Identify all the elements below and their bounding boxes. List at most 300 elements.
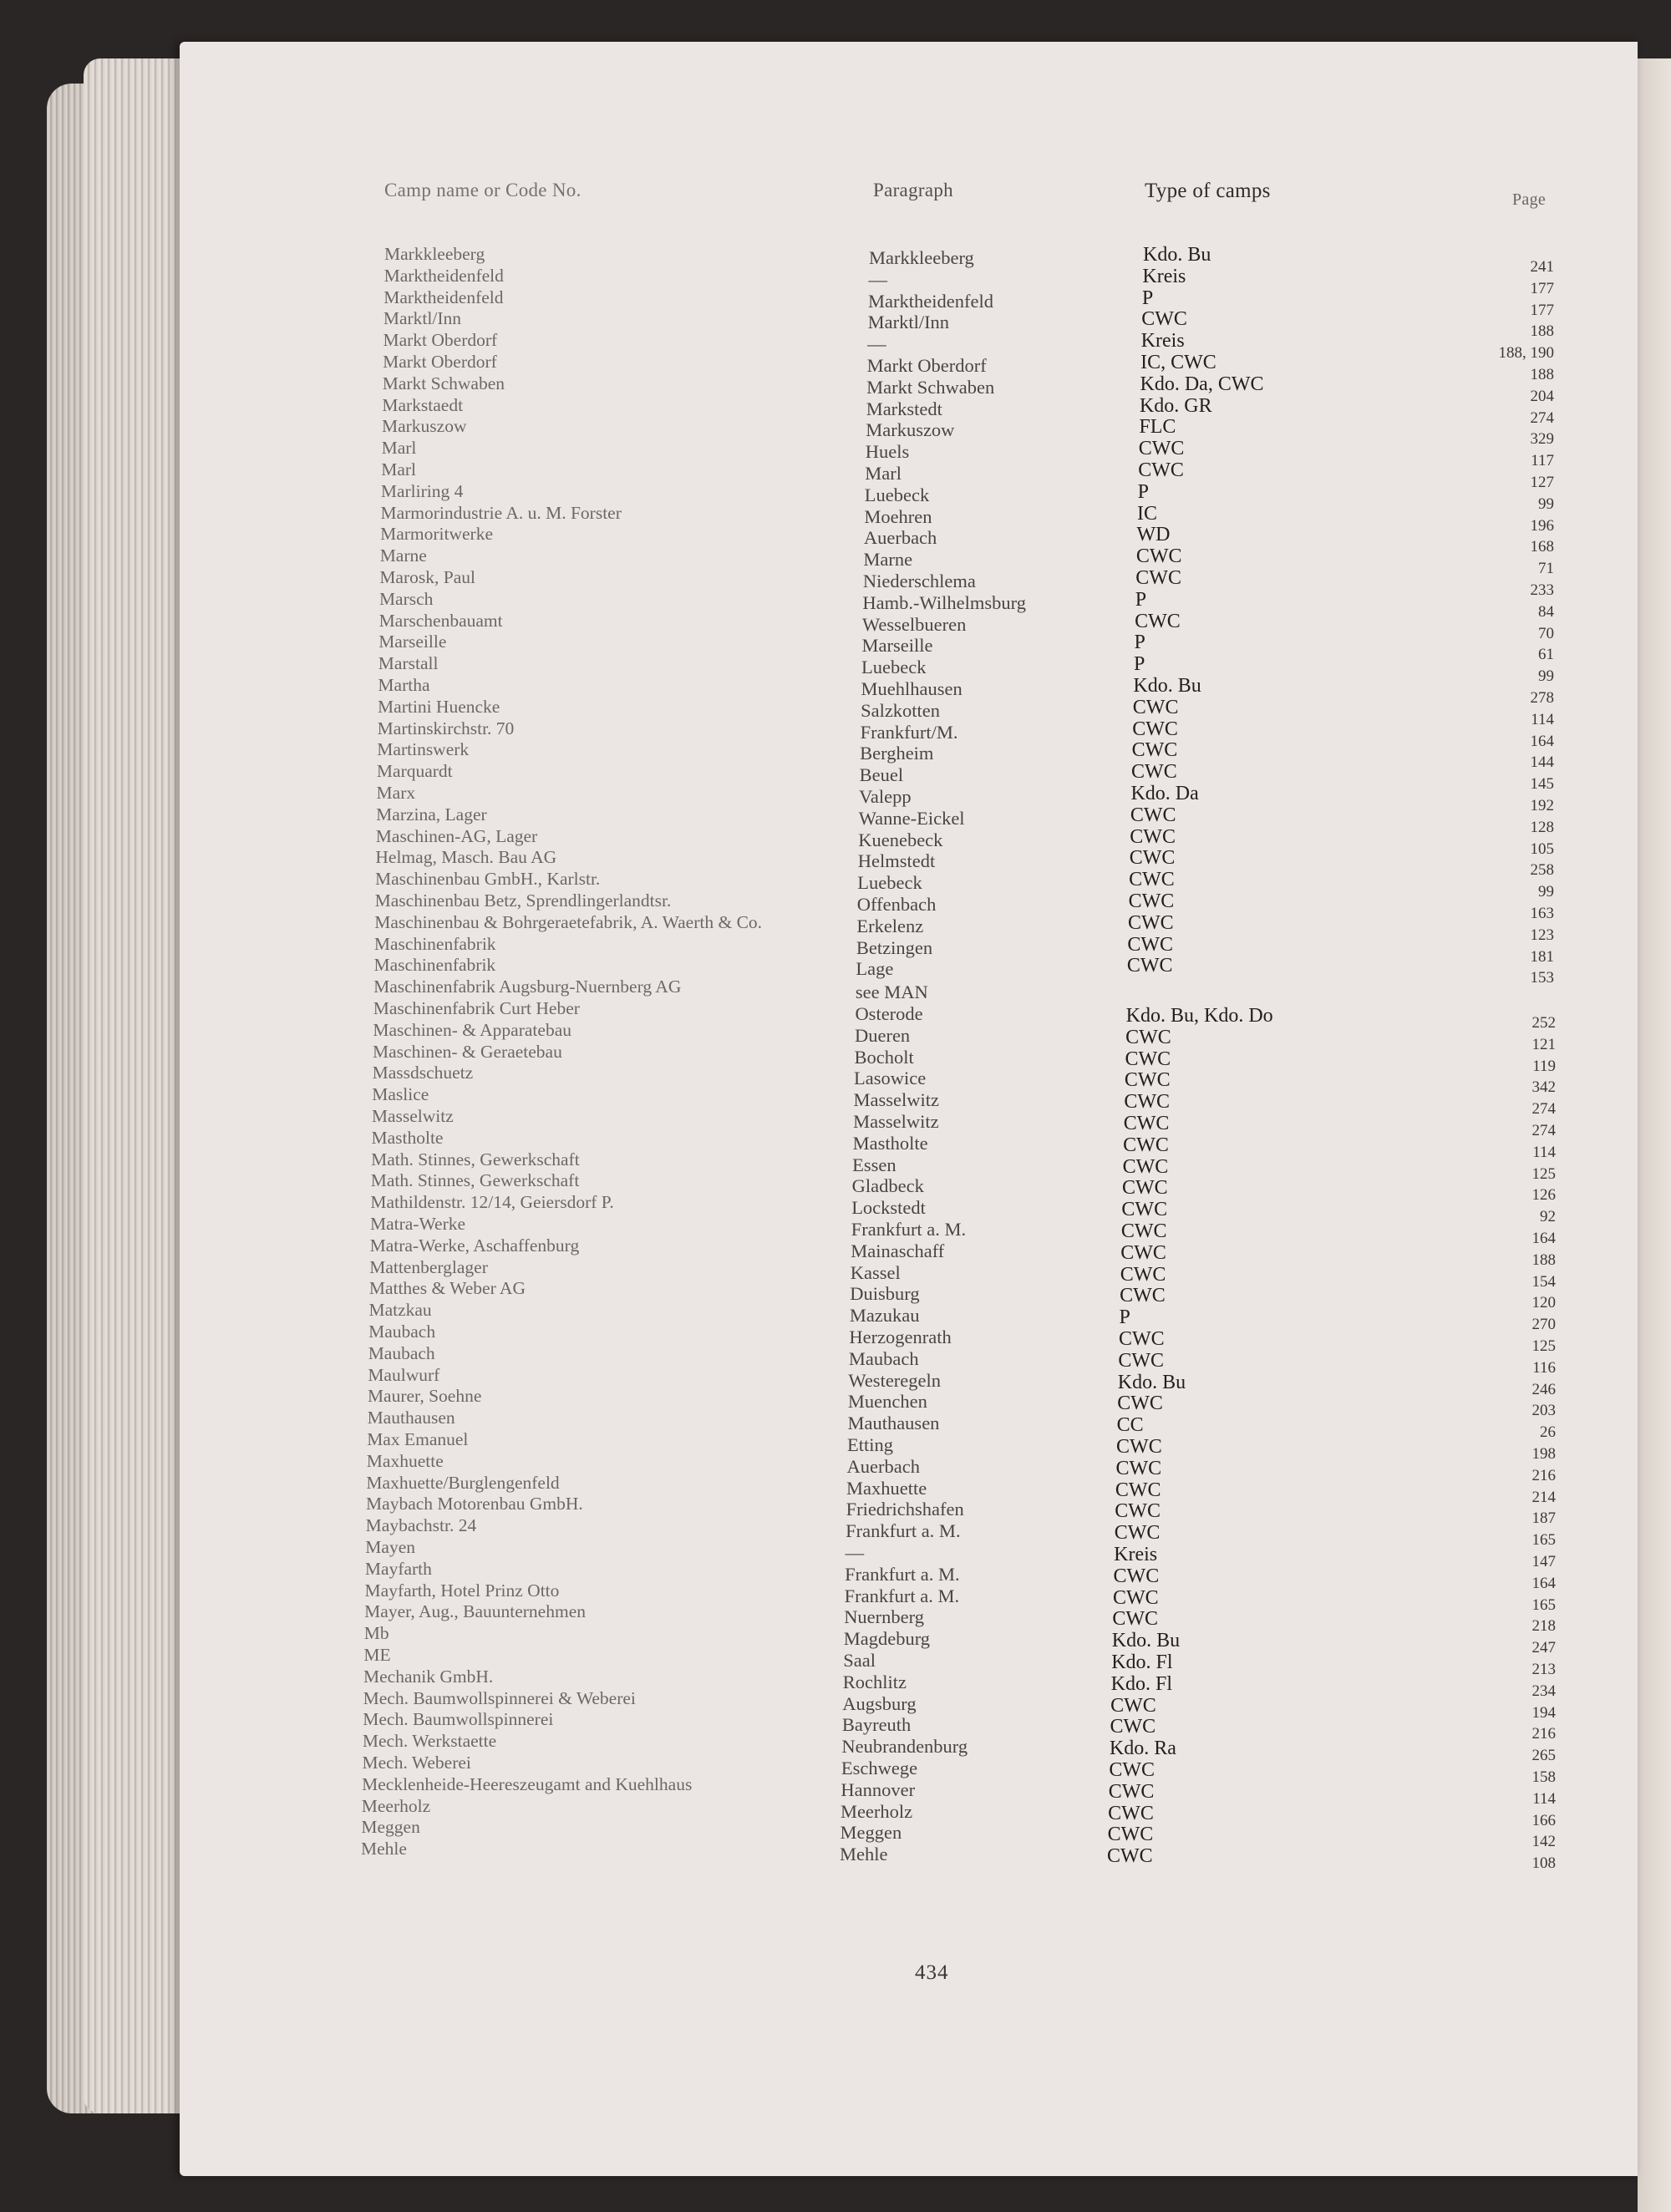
paragraph-name: Hannover [841,1778,916,1800]
page-reference: 164 [1531,1230,1556,1247]
camp-name: Markt Oberdorf [383,352,497,372]
camp-name: Mech. Baumwollspinnerei [363,1709,554,1730]
paragraph-name: Beuel [859,764,904,786]
camp-type: CWC [1107,1845,1153,1868]
paragraph-name: Duisburg [850,1283,920,1305]
camp-name: Maschinenbau GmbH., Karlstr. [375,869,601,890]
page-reference: 181 [1530,947,1554,966]
paragraph-name: Gladbeck [851,1175,924,1197]
camp-name: Mastholte [371,1127,444,1148]
camp-name: Math. Stinnes, Gewerkschaft [371,1149,580,1169]
page-reference: 177 [1530,279,1554,297]
camp-name: Marzina, Lager [376,804,487,824]
paragraph-name: Auerbach [863,527,937,549]
page-reference: 342 [1531,1078,1556,1097]
camp-type: CWC [1118,1328,1165,1350]
camp-name: Maybach Motorenbau GmbH. [366,1494,583,1514]
camp-name: Maxhuette/Burglengenfeld [366,1472,560,1493]
camp-name: Mayer, Aug., Bauunternehmen [364,1601,586,1622]
column-header-paragraph: Paragraph [873,180,953,200]
camp-name: Marseille [378,632,447,652]
camp-type: CWC [1113,1565,1160,1587]
camp-name: Matzkau [368,1300,432,1321]
paragraph-name: Salzkotten [861,699,941,721]
camp-name: Marosk, Paul [379,567,475,587]
camp-type: CWC [1124,1091,1170,1114]
camp-type: P [1137,480,1149,503]
page-reference: 188 [1530,322,1554,341]
paragraph-name: Erkelenz [856,915,924,936]
camp-name: Marsch [378,588,434,609]
camp-name: Matra-Werke, Aschaffenburg [369,1235,580,1256]
camp-type: P [1135,588,1147,611]
page-reference: 84 [1538,602,1554,621]
page-reference: 187 [1531,1509,1556,1528]
page-reference: 188, 190 [1498,344,1554,363]
page-reference: 128 [1530,818,1554,836]
paragraph-name: Marne [863,549,913,571]
page-reference: 123 [1530,926,1554,944]
camp-name: Masselwitz [371,1106,454,1126]
camp-name: ME [363,1645,391,1665]
camp-name: Marl [381,459,416,479]
paragraph-name: Bayreuth [841,1714,912,1736]
camp-type: CWC [1112,1586,1159,1609]
paragraph-name: Frankfurt a. M. [846,1520,961,1542]
camp-name: Matra-Werke [369,1214,466,1234]
page-reference: 114 [1531,710,1554,728]
paragraph-name: Auerbach [846,1455,920,1477]
page-reference: 270 [1531,1316,1556,1334]
paragraph-name: Frankfurt a. M. [844,1585,960,1606]
camp-type: CWC [1120,1241,1166,1264]
paragraph-name: Lage [856,958,894,980]
camp-type: Kreis [1114,1544,1158,1565]
page-reference: 168 [1530,538,1554,556]
camp-name: Markt Schwaben [382,373,505,393]
page-reference: 145 [1530,775,1554,794]
paragraph-name: — [867,333,886,355]
camp-type: CWC [1108,1802,1154,1824]
page-reference: 125 [1531,1337,1556,1355]
camp-name: Meggen [361,1817,420,1838]
page-reference: 234 [1531,1682,1556,1700]
camp-name: Mayen [365,1537,415,1557]
page-reference: 114 [1532,1143,1556,1161]
paragraph-name: Luebeck [861,657,927,678]
page-reference: 142 [1531,1833,1556,1851]
camp-type: CWC [1126,955,1173,977]
camp-name: Mecklenheide-Heereszeugamt and Kuehlhaus [362,1773,693,1794]
page-reference: 177 [1530,301,1554,319]
paragraph-name: Meerholz [840,1800,913,1822]
camp-type: CWC [1115,1457,1162,1479]
paragraph-name: Valepp [859,786,912,807]
paragraph-name: Nuernberg [844,1606,924,1628]
camp-name: Maulwurf [368,1364,440,1385]
camp-type: Kdo. Bu [1133,675,1201,697]
paragraph-name: Markt Oberdorf [866,355,987,376]
paragraph-name: Helmstedt [857,850,936,872]
camp-name: Mech. Werkstaette [362,1731,497,1752]
camp-name: Mehle [361,1839,407,1859]
paragraph-name: Wanne-Eickel [858,807,965,829]
camp-name: Markstaedt [382,394,464,415]
page-reference: 196 [1530,516,1554,535]
paragraph-name: Muehlhausen [861,678,962,699]
camp-name: Mech. Weberei [362,1753,471,1773]
page-reference: 203 [1531,1402,1556,1420]
paragraph-name: Mazukau [849,1305,920,1327]
camp-name: Helmag, Masch. Bau AG [375,847,557,868]
paragraph-name: Marl [865,463,902,484]
camp-type: CWC [1128,890,1175,912]
camp-type: CWC [1122,1177,1168,1200]
page-reference: 108 [1531,1854,1556,1873]
paragraph-name: Masselwitz [853,1111,939,1132]
camp-name: Maubach [368,1322,436,1342]
camp-name: Marl [381,438,417,459]
page-reference: 158 [1531,1768,1556,1786]
camp-name: Marktheidenfeld [383,287,504,307]
paragraph-name: Marktl/Inn [867,312,950,333]
camp-type: Kreis [1142,265,1186,287]
camp-name: Marliring 4 [380,480,464,501]
camp-type: P [1133,653,1145,676]
paragraph-name: Maubach [848,1347,919,1369]
camp-name: Mayfarth, Hotel Prinz Otto [364,1580,560,1601]
page-reference: 26 [1540,1423,1556,1442]
page-reference: 216 [1531,1466,1556,1484]
paragraph-name: Markstedt [866,398,942,419]
camp-name: Mauthausen [367,1408,455,1428]
paragraph-name: Huels [865,441,910,463]
camp-name: Marne [379,545,427,566]
camp-name: Markkleeberg [384,244,485,264]
paragraph-name: see MAN [855,982,928,1003]
page-reference: 163 [1530,905,1554,922]
page-reference: 92 [1540,1208,1556,1226]
paragraph-name: Betzingen [856,936,933,958]
camp-name: Marx [376,783,416,803]
page-reference: 198 [1531,1445,1556,1463]
page-reference: 246 [1531,1380,1556,1398]
page-reference: 61 [1538,646,1554,664]
paragraph-name: — [845,1542,865,1563]
page-reference: 278 [1530,689,1554,707]
camp-name: Maubach [368,1342,435,1363]
camp-type: Kdo. Bu [1111,1630,1181,1652]
page-reference: 274 [1531,1122,1556,1139]
page-reference: 154 [1531,1272,1556,1291]
paragraph-name: Eschwege [841,1758,918,1778]
page-reference: 105 [1530,840,1554,858]
camp-name: Maschinen- & Geraetebau [373,1041,562,1062]
camp-name: Max Emanuel [367,1429,469,1449]
camp-type: CWC [1127,933,1174,956]
camp-type: IC, CWC [1140,352,1216,373]
camp-name: Marmoritwerke [380,524,493,545]
camp-type: CWC [1130,804,1176,826]
paragraph-name: Osterode [855,1003,923,1024]
paragraph-name: Moehren [864,505,932,527]
camp-name: Maschinenfabrik [373,955,496,976]
page-reference: 258 [1530,861,1554,880]
camp-type: CWC [1109,1759,1155,1781]
camp-name: Maschinen-AG, Lager [375,825,538,846]
paragraph-name: — [868,268,888,290]
camp-type: Kdo. Bu [1117,1371,1186,1393]
paragraph-name: Frankfurt/M. [860,721,958,743]
camp-type: Kdo. Da, CWC [1140,373,1264,395]
camp-name: Maschinenfabrik Augsburg-Nuernberg AG [373,977,682,997]
page-reference: 274 [1530,408,1554,427]
paragraph-name: Hamb.-Wilhelmsburg [862,591,1026,613]
paragraph-name: Augsburg [842,1692,917,1714]
camp-type: CWC [1132,718,1178,740]
camp-name: Maslice [372,1084,429,1105]
camp-name: Marstall [378,653,439,674]
camp-type: CWC [1132,696,1179,718]
paragraph-name: Masselwitz [853,1089,940,1111]
paragraph-name: Wesselbueren [861,613,967,635]
paragraph-name: Lasowice [854,1068,927,1089]
camp-type: CWC [1115,1500,1161,1523]
page-reference: 188 [1530,366,1554,383]
paragraph-name: Westeregeln [848,1369,942,1391]
camp-type: CWC [1118,1349,1165,1372]
page-reference: 241 [1530,258,1554,276]
column-header-type: Type of camps [1145,180,1271,202]
camp-name: Marktheidenfeld [383,265,504,286]
camp-type: CWC [1131,761,1177,784]
page-reference: 265 [1531,1747,1556,1765]
paragraph-name: Mauthausen [847,1413,940,1434]
camp-type: CWC [1108,1780,1155,1803]
camp-name: Maschinenfabrik Curt Heber [373,998,580,1018]
page-reference: 166 [1531,1811,1556,1829]
camp-name: Martha [378,675,430,695]
camp-type: Kdo. Bu [1143,244,1211,266]
page-reference: 164 [1530,732,1554,750]
page-reference: 99 [1538,495,1554,513]
camp-name: Meerholz [361,1795,431,1816]
paragraph-name: Bergheim [860,743,934,764]
page-reference: 164 [1531,1574,1556,1592]
page-reference: 119 [1532,1057,1556,1075]
paragraph-name: Niederschlema [862,571,976,591]
camp-name: Martinskirchstr. 70 [377,718,515,738]
camp-type: Kdo. GR [1139,394,1212,417]
camp-type: Kdo. Fl [1111,1651,1173,1673]
camp-name: Mattenberglager [369,1256,488,1277]
paragraph-name: Mastholte [852,1132,928,1154]
camp-name: Marschenbauamt [378,610,503,631]
camp-type: CWC [1116,1436,1162,1458]
paragraph-name: Maxhuette [846,1477,927,1499]
page-reference: 204 [1530,387,1554,405]
page-reference: 233 [1530,581,1554,599]
page-reference: 165 [1531,1596,1556,1614]
paragraph-name: Luebeck [857,872,922,894]
camp-name: Martini Huencke [378,696,500,717]
camp-type: CWC [1114,1522,1161,1545]
camp-type: CWC [1130,825,1176,848]
page-reference: 216 [1531,1725,1556,1743]
page-reference: 213 [1531,1661,1556,1678]
camp-type: CC [1116,1414,1144,1437]
page-reference: 329 [1530,430,1554,449]
page-reference: 144 [1530,753,1554,772]
paragraph-name: Marseille [861,635,933,657]
camp-name: Massdschuetz [372,1063,474,1083]
page-reference: 99 [1538,883,1554,901]
page-reference: 127 [1530,474,1554,491]
camp-type: Kdo. Fl [1110,1672,1172,1695]
camp-name: Math. Stinnes, Gewerkschaft [370,1170,580,1191]
page-reference: 99 [1538,667,1554,686]
camp-type: CWC [1112,1608,1159,1631]
camp-name: Matthes & Weber AG [368,1278,526,1299]
camp-type: Kdo. Bu, Kdo. Do [1125,1005,1273,1027]
page-reference: 192 [1530,797,1554,814]
paragraph-name: Kassel [850,1261,901,1283]
paragraph-name: Lockstedt [851,1197,926,1219]
camp-name: Marquardt [376,761,453,782]
page-reference: 116 [1532,1358,1556,1377]
camp-name: Maurer, Soehne [367,1386,482,1407]
camp-type: CWC [1122,1155,1169,1178]
camp-type: Kdo. Ra [1109,1738,1176,1760]
camp-name: Marktl/Inn [383,308,462,329]
paragraph-name: Friedrichshafen [846,1499,964,1520]
page-reference: 165 [1531,1531,1556,1550]
paragraph-name: Markt Schwaben [866,376,995,398]
camp-type: CWC [1110,1694,1156,1717]
paragraph-name: Mainaschaff [851,1240,945,1261]
page-number: 434 [915,1961,949,1984]
page-reference: 252 [1531,1014,1556,1032]
paragraph-name: Muenchen [847,1391,927,1413]
camp-type: CWC [1120,1263,1166,1286]
paragraph-name: Herzogenrath [849,1327,952,1347]
paragraph-name: Markkleeberg [869,247,974,268]
camp-type: CWC [1127,911,1174,934]
camp-type: CWC [1125,1026,1171,1048]
column-header-name: Camp name or Code No. [384,180,582,200]
page-reference: 121 [1531,1035,1556,1053]
camp-type: CWC [1135,567,1181,589]
page-reference: 126 [1531,1186,1556,1205]
page-reference: 188 [1531,1251,1556,1269]
camp-type: FLC [1139,416,1176,439]
camp-name: Markt Oberdorf [383,330,498,351]
camp-name: Mayfarth [364,1558,432,1579]
camp-type: CWC [1123,1113,1170,1134]
camp-type: CWC [1138,459,1184,481]
paragraph-name: Meggen [840,1822,902,1844]
camp-type: CWC [1124,1069,1171,1092]
paragraph-name: Frankfurt a. M. [851,1219,967,1240]
camp-name: Mechanik GmbH. [363,1666,494,1687]
page-reference: 114 [1532,1789,1556,1808]
page-reference: 117 [1531,452,1554,470]
camp-type: CWC [1110,1716,1156,1738]
paragraph-name: Luebeck [864,484,930,505]
camp-type: CWC [1138,438,1185,460]
camp-type: CWC [1120,1220,1167,1242]
camp-type: P [1134,632,1145,654]
paragraph-name: Rochlitz [842,1671,907,1692]
camp-name: Maybachstr. 24 [365,1515,477,1536]
camp-type: CWC [1135,610,1181,632]
camp-name: Maschinenbau & Bohrgeraetefabrik, A. Waerth & Co. [374,911,763,932]
paragraph-name: Markuszow [866,419,955,441]
page-reference: 247 [1531,1639,1556,1657]
page-reference: 274 [1531,1100,1556,1119]
paragraph-name: Bocholt [854,1046,914,1068]
paragraph-name: Dueren [854,1024,911,1046]
camp-type: P [1119,1306,1130,1329]
paragraph-name: Frankfurt a. M. [845,1563,960,1585]
camp-type: Kdo. Da [1130,783,1199,804]
camp-type: CWC [1115,1479,1161,1501]
camp-name: Markuszow [381,416,467,437]
camp-type: P [1141,287,1154,309]
camp-name: Maschinenfabrik [373,933,496,954]
page-reference: 153 [1530,969,1554,987]
camp-name: Maschinenbau Betz, Sprendlingerlandtsr. [374,890,672,911]
camp-type: CWC [1120,1285,1166,1307]
page-reference: 214 [1531,1488,1556,1506]
paragraph-name: Mehle [840,1844,888,1865]
paragraph-name: Kuenebeck [858,829,943,850]
camp-type: CWC [1107,1824,1154,1846]
page-reference: 70 [1538,624,1554,642]
camp-type: CWC [1135,545,1182,568]
camp-name: Maxhuette [366,1450,444,1471]
camp-name: Mathildenstr. 12/14, Geiersdorf P. [370,1192,614,1213]
camp-type: CWC [1141,308,1187,331]
page-reference: 194 [1531,1703,1556,1722]
column-header-page: Page [1512,190,1547,209]
camp-type: CWC [1123,1134,1169,1156]
page-reference: 147 [1531,1553,1556,1570]
paragraph-name: Saal [843,1650,876,1671]
page-reference: 71 [1538,560,1554,578]
camp-type: WD [1136,524,1171,546]
camp-type: IC [1137,502,1158,525]
paragraph-name: Marktheidenfeld [868,290,993,312]
paragraph-name: Etting [846,1434,893,1455]
camp-type: Kreis [1140,330,1185,353]
page-reference: 218 [1531,1617,1556,1636]
page-reference: 125 [1531,1164,1556,1183]
camp-type: CWC [1121,1199,1168,1221]
camp-name: Maschinen- & Apparatebau [373,1019,571,1040]
paragraph-name: Neubrandenburg [841,1736,968,1758]
camp-type: CWC [1117,1393,1163,1415]
camp-name: Mech. Baumwollspinnerei & Weberei [363,1687,636,1708]
camp-type: CWC [1131,739,1178,762]
camp-name: Mb [363,1623,389,1644]
camp-type: CWC [1129,869,1175,891]
paragraph-name: Essen [852,1154,896,1175]
camp-type: CWC [1125,1048,1171,1070]
paragraph-name: Magdeburg [843,1628,931,1650]
camp-name: Marmorindustrie A. u. M. Forster [380,502,622,523]
paragraph-name: Offenbach [856,894,937,915]
